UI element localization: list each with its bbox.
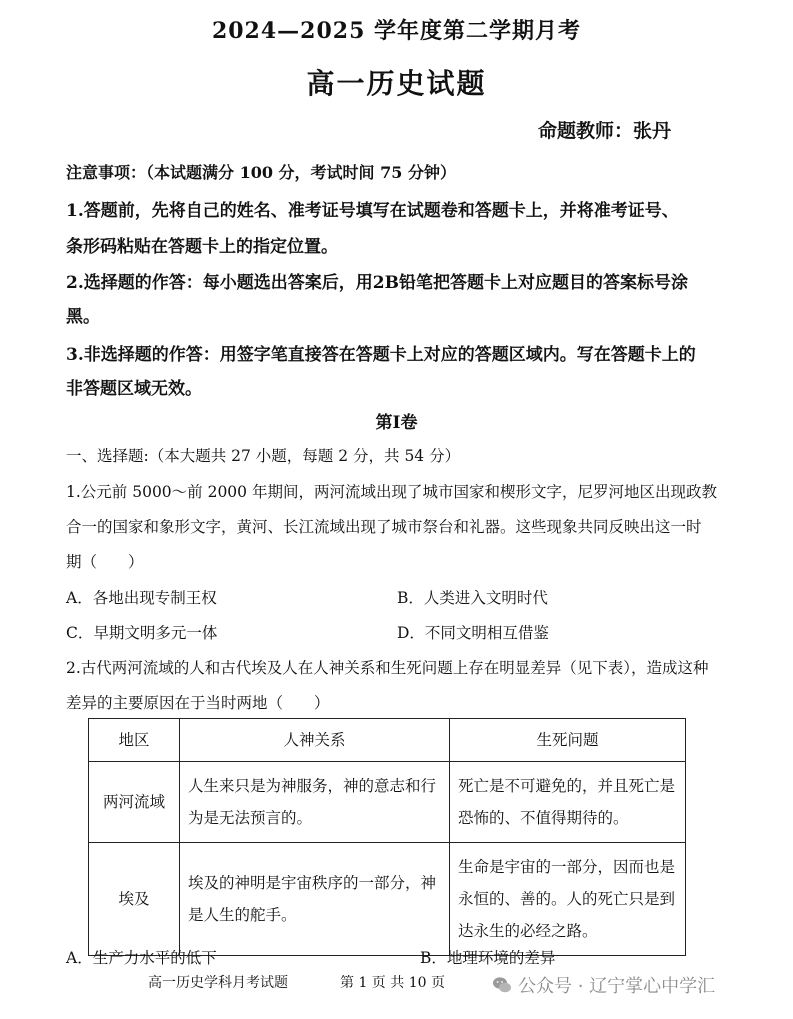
note-3-line-2: 非答题区域无效。 [66, 379, 202, 399]
q1-option-d: D．不同文明相互借鉴 [397, 624, 549, 642]
cell-text: 生命是宇宙的一部分，因而也是 [458, 858, 676, 876]
q1-option-a: A．各地出现专制王权 [66, 589, 217, 607]
table-cell-region: 两河流域 [89, 762, 180, 843]
q1-stem-line-3: 期（ ） [66, 553, 144, 571]
cell-text: 达永生的必经之路。 [458, 922, 598, 940]
q2-option-b: B．地理环境的差异 [420, 949, 556, 967]
subject-title: 高一历史试题 [306, 67, 487, 100]
q1-option-c: C．早期文明多元一体 [66, 624, 218, 642]
table-header-row [89, 719, 686, 762]
table-row [89, 762, 686, 843]
watermark [492, 972, 715, 998]
q1-stem-line-2: 合一的国家和象形文字，黄河、长江流域出现了城市祭台和礼器。这些现象共同反映出这一时 [66, 518, 702, 536]
q2-stem-line-1: 2.古代两河流域的人和古代埃及人在人神关系和生死问题上存在明显差异（见下表），造成这种 [66, 659, 709, 677]
q2-stem-line-2: 差异的主要原因在于当时两地（ ） [66, 694, 330, 712]
cell-text: 人生来只是为神服务，神的意志和行 [188, 777, 437, 795]
cell-text: 恐怖的、不值得期待的。 [458, 809, 629, 827]
note-1-line-2: 条形码粘贴在答题卡上的指定位置。 [66, 237, 338, 257]
section-title: 第Ⅰ卷 [375, 413, 418, 433]
watermark-text: 公众号 · 辽宁掌心中学汇 [518, 976, 716, 997]
table-cell-relation [180, 843, 450, 956]
note-1-line-1: 1.答题前，先将自己的姓名、准考证号填写在试题卷和答题卡上，并将准考证号、 [66, 201, 679, 221]
table-header-region: 地区 [89, 719, 180, 762]
cell-text: 埃及的神明是宇宙秩序的一部分，神 [188, 874, 437, 892]
table-cell-relation [180, 762, 450, 843]
footer-subject: 高一历史学科月考试题 [148, 975, 288, 991]
comparison-table [88, 718, 686, 956]
table-cell-death [450, 843, 686, 956]
notes-heading: 注意事项：（本试题满分 100 分，考试时间 75 分钟） [66, 163, 456, 182]
note-2-line-1: 2.选择题的作答：每小题选出答案后，用2B铅笔把答题卡上对应题目的答案标号涂 [66, 273, 688, 293]
table-header-death: 生死问题 [450, 719, 686, 762]
note-2-line-2: 黑。 [66, 307, 100, 327]
table-row [89, 843, 686, 956]
part-one-heading: 一、选择题:（本大题共 27 小题，每题 2 分，共 54 分） [66, 447, 461, 465]
cell-text: 死亡是不可避免的，并且死亡是 [458, 777, 676, 795]
table-cell-region: 埃及 [89, 843, 180, 956]
note-3-line-1: 3.非选择题的作答：用签字笔直接答在答题卡上对应的答题区域内。写在答题卡上的 [66, 345, 696, 365]
q2-option-a: A．生产力水平的低下 [66, 949, 217, 967]
teacher-name: 命题教师：张丹 [538, 120, 672, 142]
table-cell-death [450, 762, 686, 843]
cell-text: 是人生的舵手。 [188, 906, 297, 924]
cell-text: 永恒的、善的。人的死亡只是到 [458, 890, 676, 908]
exam-title: 2024—2025 学年度第二学期月考 [211, 18, 582, 44]
wechat-icon [492, 975, 512, 995]
cell-text: 为是无法预言的。 [188, 809, 313, 827]
footer-page-number: 第 1 页 共 10 页 [340, 975, 445, 991]
q1-option-b: B．人类进入文明时代 [397, 589, 548, 607]
q1-stem-line-1: 1.公元前 5000～前 2000 年期间，两河流域出现了城市国家和楔形文字，尼罗河地区出现政教 [66, 483, 717, 501]
table-header-relation: 人神关系 [180, 719, 450, 762]
